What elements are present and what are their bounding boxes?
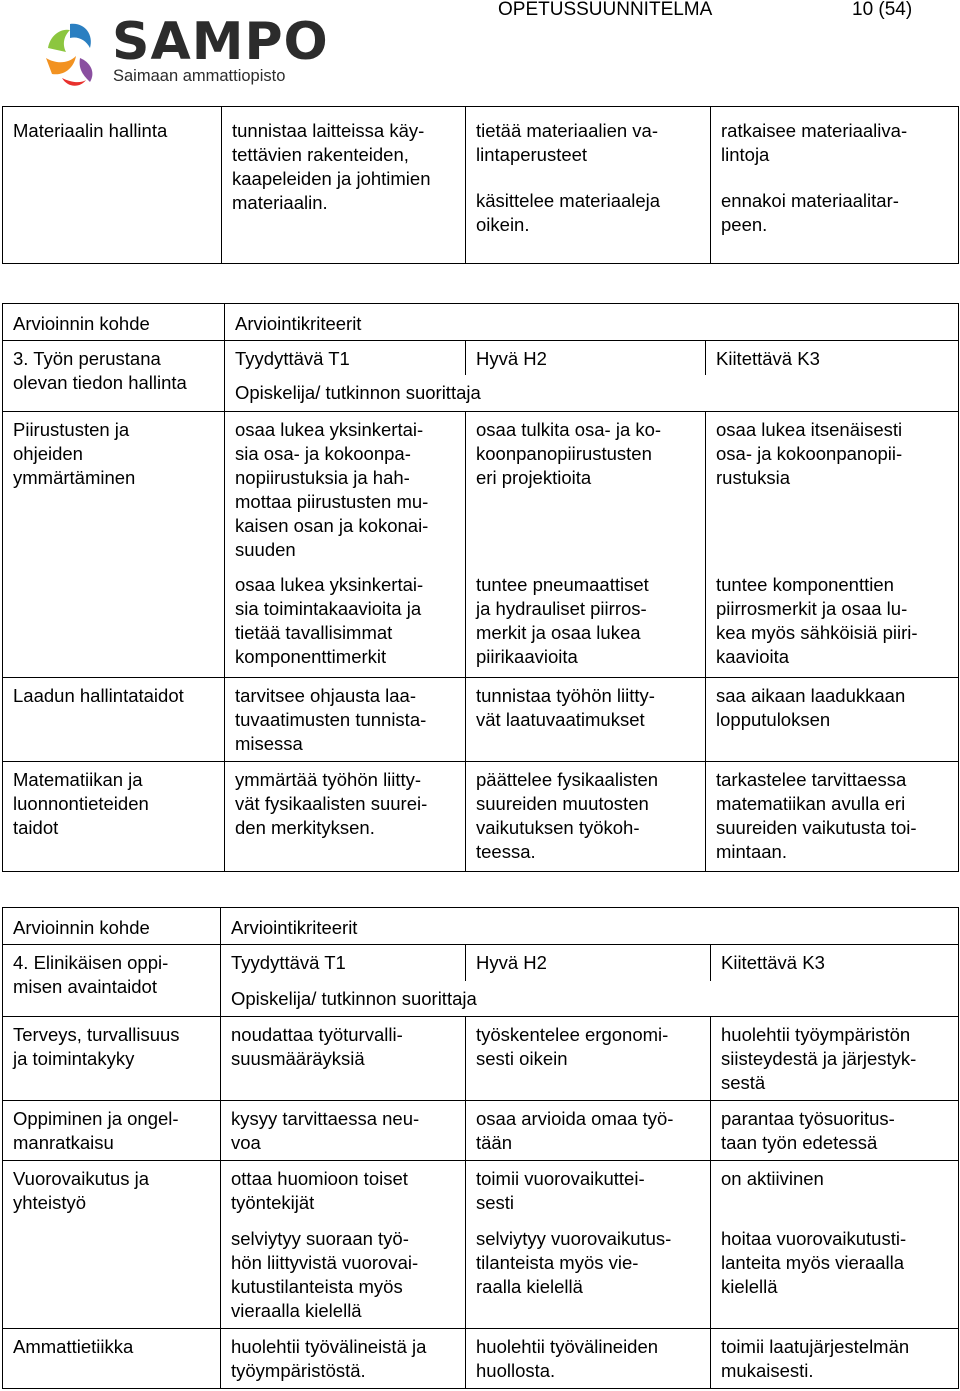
criterion-t1: tarvitsee ohjausta laa- tuvaatimusten tunnista- misessa xyxy=(235,684,427,754)
assessed-subject: Opiskelija/ tutkinnon suorittaja xyxy=(231,987,477,1009)
assessed-subject: Opiskelija/ tutkinnon suorittaja xyxy=(235,382,481,403)
criterion-t1: osaa lukea yksinkertai- sia toimintakaavioita ja tietää tavallisimmat komponenttimerkit xyxy=(235,574,424,667)
criterion-t1: ottaa huomioon toiset työntekijät xyxy=(231,1168,408,1213)
criterion-k3: ennakoi materiaalitar- peen. xyxy=(721,190,899,235)
table-row xyxy=(3,107,959,264)
criterion-h2: huolehtii työvälineiden huollosta. xyxy=(476,1336,659,1381)
criterion-t1: ymmärtää työhön liitty- vät fysikaalisten suurei- den merkityksen. xyxy=(235,768,428,838)
criterion-t1: selviytyy suoraan työ- hön liittyvistä vuorovai- kutustilanteista myös vieraalla kielellä xyxy=(231,1227,419,1321)
criterion-t1: kysyy tarvittaessa neu- voa xyxy=(231,1108,420,1153)
row-subject: Laadun hallintataidot xyxy=(13,684,184,706)
table-row xyxy=(3,411,959,567)
criterion-k3: on aktiivinen xyxy=(721,1168,824,1189)
criteria-table-knowledge xyxy=(2,303,959,872)
sampo-logo-icon xyxy=(40,18,112,90)
grade-k3: Kiitettävä K3 xyxy=(721,952,825,973)
criteria-table-materials xyxy=(2,106,959,264)
table-row xyxy=(3,1101,959,1161)
criterion-h2: tuntee pneumaattiset ja hydrauliset piirros- merkit ja osaa lukea piirikaavioita xyxy=(476,574,649,667)
criterion-k3: huolehtii työympäristön siisteydestä ja järjestyk- sestä xyxy=(721,1024,917,1093)
table-row xyxy=(3,1329,959,1389)
criterion-k3: parantaa työsuoritus- taan työn edetessä xyxy=(721,1108,895,1153)
table-row xyxy=(3,677,959,761)
criterion-h2: selviytyy vuorovaikutus- tilanteista myös vie- raalla kielellä xyxy=(476,1227,672,1297)
criterion-k3: osaa lukea itsenäisesti osa- ja kokoonpanopii- rustuksia xyxy=(716,418,903,488)
grade-row xyxy=(3,945,959,981)
column-header-kriteerit: Arviointikriteerit xyxy=(235,313,362,334)
criterion-h2: työskentelee ergonomi- sesti oikein xyxy=(476,1024,669,1069)
row-subject: Vuorovaikutus ja yhteistyö xyxy=(13,1168,150,1213)
row-subject: Terveys, turvallisuus ja toimintakyky xyxy=(13,1024,180,1069)
row-subject: Materiaalin hallinta xyxy=(13,120,168,141)
criteria-table-lifelong-learning xyxy=(2,907,959,1389)
table-header-row xyxy=(3,908,959,945)
criterion-k3: hoitaa vuorovaikutusti- lanteita myös vieraalla kielellä xyxy=(721,1227,907,1297)
criterion-k3: tuntee komponenttien piirrosmerkit ja osaa lu- kea myös sähköisiä piiri- kaavioita xyxy=(716,574,918,667)
table-row xyxy=(3,1161,959,1221)
criterion-t1: tunnistaa laitteissa käy- tettävien rakenteiden, kaapeleiden ja johtimien materiaalin. xyxy=(232,120,431,213)
criterion-h2: tietää materiaalien va- lintaperusteet xyxy=(476,120,659,165)
page-number: 10 (54) xyxy=(852,0,913,20)
row-subject: Matematiikan ja luonnontieteiden taidot xyxy=(13,768,149,838)
document-title: OPETUSSUUNNITELMA xyxy=(498,0,713,20)
row-subject: Piirustusten ja ohjeiden ymmärtäminen xyxy=(13,418,136,488)
grade-k3: Kiitettävä K3 xyxy=(716,348,820,369)
column-header-kohde: Arvioinnin kohde xyxy=(13,313,150,334)
grade-h2: Hyvä H2 xyxy=(476,348,547,369)
table-row xyxy=(3,1017,959,1101)
criterion-t1: osaa lukea yksinkertai- sia osa- ja kokoonpa- nopiirustuksia ja hah- mottaa piirustusten mu- kaisen osan ja kokonai- suuden xyxy=(235,418,429,560)
section-title: 4. Elinikäisen oppi- misen avaintaidot xyxy=(13,952,169,997)
section-title: 3. Työn perustana olevan tiedon hallinta xyxy=(13,348,187,393)
criterion-k3: saa aikaan laadukkaan lopputuloksen xyxy=(716,684,906,730)
criterion-t1: huolehtii työvälineistä ja työympäristöstä. xyxy=(231,1336,427,1381)
grade-row xyxy=(3,341,959,376)
criterion-h2: päättelee fysikaalisten suureiden muutosten vaikutuksen työkoh- teessa. xyxy=(476,768,659,862)
criterion-h2: osaa arvioida omaa työ- tään xyxy=(476,1108,674,1153)
table-row xyxy=(3,761,959,871)
criterion-h2: osaa tulkita osa- ja ko- koonpanopiirustusten eri projektioita xyxy=(476,418,662,488)
page-header xyxy=(0,0,960,100)
criterion-t1: noudattaa työturvalli- suusmääräyksiä xyxy=(231,1024,403,1069)
column-header-kohde: Arvioinnin kohde xyxy=(13,917,150,938)
logo-wordmark: SAMPO xyxy=(112,12,329,72)
criterion-h2: käsittelee materiaaleja oikein. xyxy=(476,190,661,235)
criterion-k3: toimii laatujärjestelmän mukaisesti. xyxy=(721,1336,910,1381)
row-subject: Ammattietiikka xyxy=(13,1336,134,1357)
criterion-k3: tarkastelee tarvittaessa matematiikan avulla eri suureiden vaikutusta toi- mintaan. xyxy=(716,768,917,862)
grade-t1: Tyydyttävä T1 xyxy=(231,952,346,973)
table-header-row xyxy=(3,304,959,341)
criterion-k3: ratkaisee materiaaliva- lintoja xyxy=(721,120,908,165)
row-subject: Oppiminen ja ongel- manratkaisu xyxy=(13,1108,179,1153)
logo-subtitle: Saimaan ammattiopisto xyxy=(113,67,286,85)
criterion-h2: toimii vuorovaikuttei- sesti xyxy=(476,1168,645,1213)
grade-h2: Hyvä H2 xyxy=(476,952,547,973)
criterion-h2: tunnistaa työhön liitty- vät laatuvaatimukset xyxy=(476,684,655,730)
column-header-kriteerit: Arviointikriteerit xyxy=(231,917,358,938)
sampo-logo xyxy=(40,12,329,90)
grade-t1: Tyydyttävä T1 xyxy=(235,348,350,369)
